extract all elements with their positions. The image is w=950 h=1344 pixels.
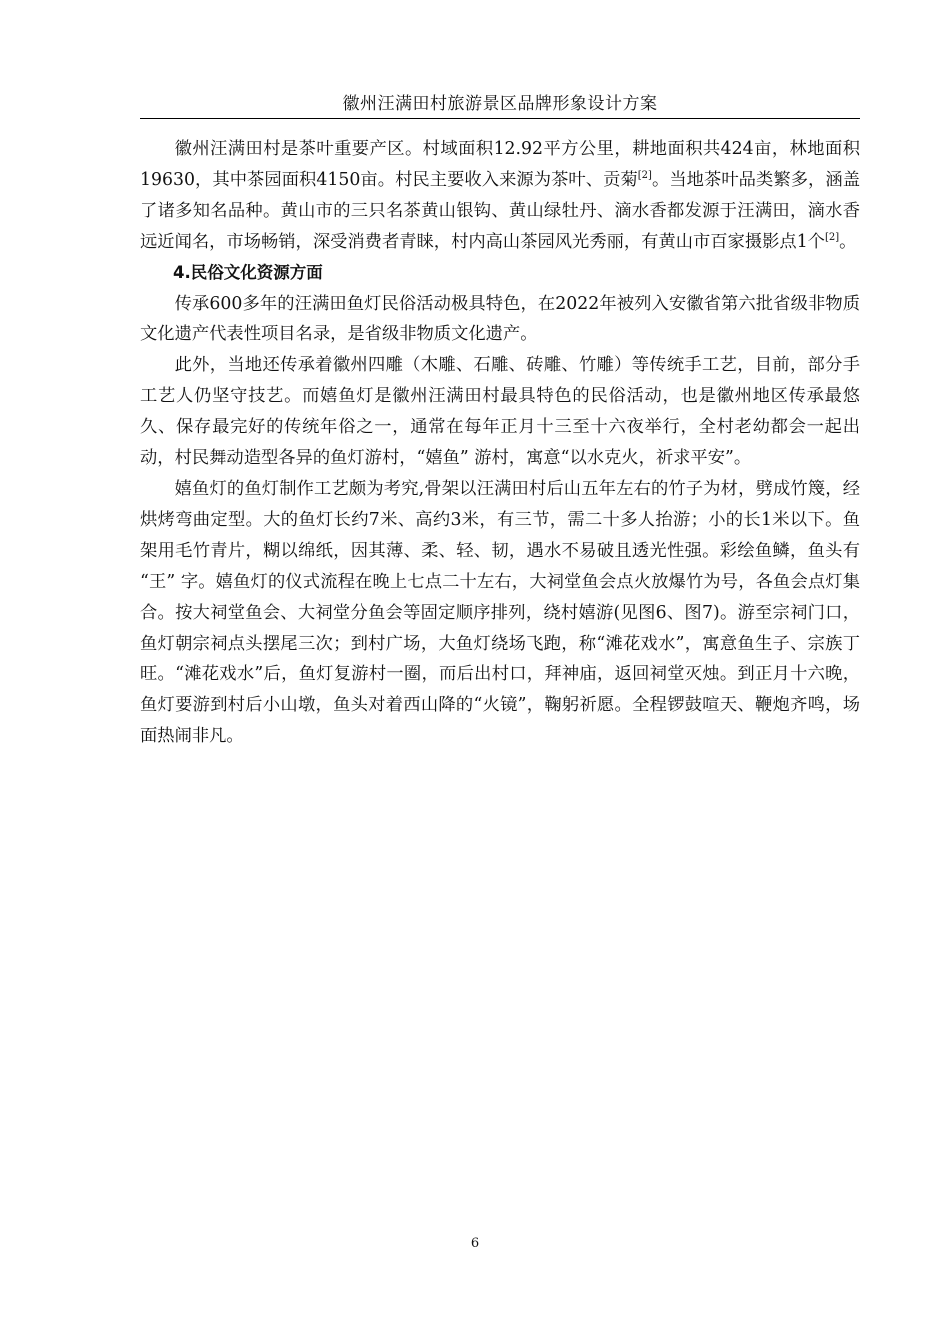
paragraph-tea-industry [140,134,860,258]
running-header: 徽州汪满田村旅游景区品牌形象设计方案 [342,94,658,114]
document-body [140,134,860,752]
paragraph-text: 。 [839,231,857,252]
citation-reference: [2] [824,231,840,243]
paragraph-text: 徽州汪满田村是茶叶重要产区。村域面积12.92平方公里，耕地面积共424亩，林地面积19630，其中茶园面积4150亩。村民主要收入来源为茶叶、贡菊 [140,139,860,190]
section-heading: 4.民俗文化资源方面 [173,262,323,282]
page-number: 6 [470,1236,480,1251]
paragraph-lantern-craft-ritual: 嬉鱼灯的鱼灯制作工艺颇为考究,骨架以汪满田村后山五年左右的竹子为材，劈成竹篾，经烘烤弯曲定型。大的鱼灯长约7米、高约3米，有三节，需二十多人抬游；小的长1米以下。鱼架用毛竹青片，糊以绵纸，因其薄、柔、轻、韧，遇水不易破且透光性强。彩绘鱼鳞，鱼头有 “王” 字。嬉鱼灯的仪式流程在晚上七点二十左右，大祠堂鱼会点火放爆竹为号，各鱼会点灯集合。按大祠堂鱼会、大祠堂分鱼会等固定顺序排列，绕村嬉游(见图6、图7)。游至宗祠门口，鱼灯朝宗祠点头摆尾三次；到村广场，大鱼灯绕场飞跑，称“滩花戏水”，寓意鱼生子、宗族丁旺。“滩花戏水”后，鱼灯复游村一圈，而后出村口，拜神庙，返回祠堂灭烛。到正月十六晚，鱼灯要游到村后小山墩，鱼头对着西山降的“火镜”，鞠躬祈愿。全程锣鼓喧天、鞭炮齐鸣，场面热闹非凡。 [140,478,860,747]
paragraph-text: 。当地茶叶品类繁多，涵盖了诸多知名品种。黄山市的三只名茶黄山银钩、黄山绿牡丹、滴水香都发源于汪满田，滴水香远近闻名，市场畅销，深受消费者青睐，村内高山茶园风光秀丽，有黄山市百家摄影点1个 [140,169,860,252]
paragraph-handicrafts: 此外，当地还传承着徽州四雕（木雕、石雕、砖雕、竹雕）等传统手工艺，目前，部分手工艺人仍坚守技艺。而嬉鱼灯是徽州汪满田村最具特色的民俗活动，也是徽州地区传承最悠久、保存最完好的传统年俗之一，通常在每年正月十三至十六夜举行，全村老幼都会一起出动，村民舞动造型各异的鱼灯游村，“嬉鱼” 游村，寓意“以水克火，祈求平安”。 [140,355,860,469]
header-divider [140,118,860,119]
paragraph-fish-lantern-heritage: 传承600多年的汪满田鱼灯民俗活动极具特色，在2022年被列入安徽省第六批省级非物质文化遗产代表性项目名录，是省级非物质文化遗产。 [140,293,860,345]
citation-reference: [2] [637,169,652,181]
